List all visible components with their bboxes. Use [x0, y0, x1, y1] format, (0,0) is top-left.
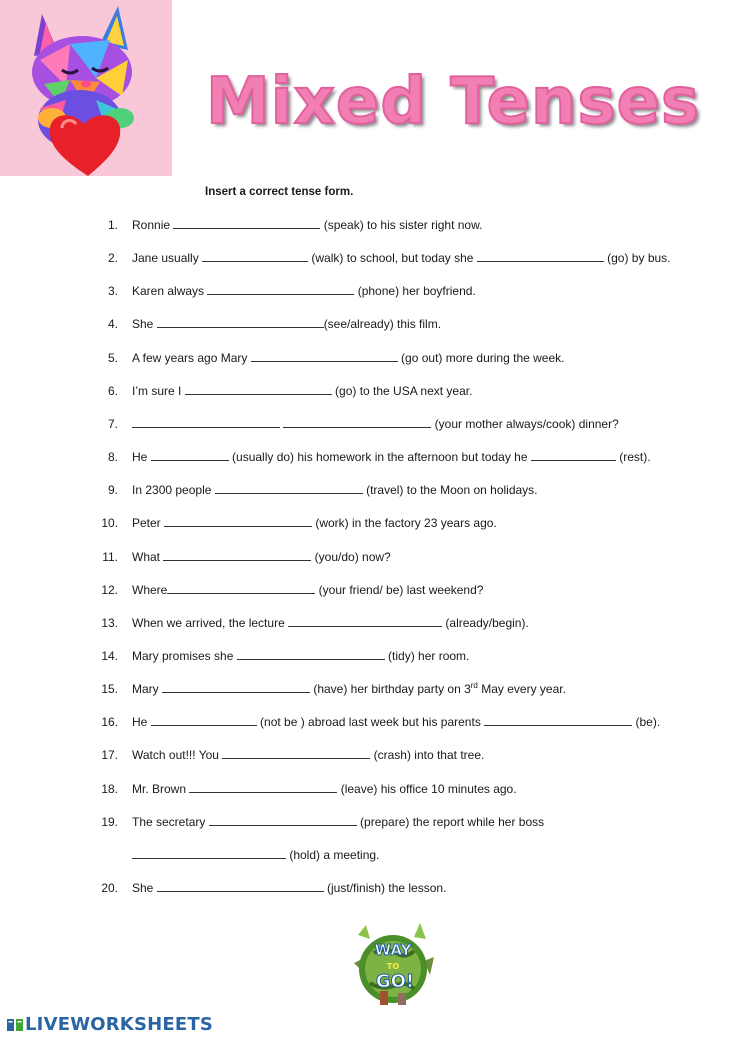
question-row	[0, 514, 735, 532]
liveworksheets-logo	[6, 1014, 213, 1036]
question-segment: (hold) a meeting.	[286, 848, 380, 862]
question-row	[0, 879, 735, 897]
instruction-text: Insert a correct tense form.	[205, 186, 354, 198]
question-text	[132, 746, 484, 764]
question-segment: Mary	[132, 682, 162, 696]
question-segment: (prepare) the report while her boss	[356, 815, 545, 829]
question-row	[0, 614, 735, 632]
question-text	[132, 548, 391, 566]
question-segment: Peter	[132, 516, 165, 530]
question-segment: I’m sure I	[132, 384, 185, 398]
question-number: 19.	[101, 815, 118, 829]
answer-blank[interactable]	[207, 283, 354, 295]
answer-blank[interactable]	[163, 549, 311, 561]
way-to-go-badge	[350, 917, 436, 1009]
question-text	[132, 647, 469, 665]
question-segment: The secretary	[132, 815, 209, 829]
question-segment: When we arrived, the lecture	[132, 616, 289, 630]
question-row	[0, 448, 735, 466]
question-row	[0, 315, 735, 333]
badge-line3: GO!	[375, 971, 415, 992]
question-number: 5.	[107, 351, 118, 365]
liveworksheets-icon	[6, 1016, 24, 1034]
question-segment: (just/finish) the lesson.	[323, 881, 447, 895]
answer-blank[interactable]	[189, 781, 337, 793]
question-row	[0, 780, 735, 798]
answer-blank[interactable]	[215, 482, 363, 494]
question-segment: (not be ) abroad last week but his parents	[256, 715, 485, 729]
answer-blank[interactable]	[288, 615, 442, 627]
question-number: 16.	[101, 715, 118, 729]
question-segment: (work) in the factory 23 years ago.	[312, 516, 497, 530]
question-text	[132, 282, 476, 300]
question-number: 6.	[107, 384, 118, 398]
question-segment: (tidy) her room.	[384, 649, 470, 663]
question-text	[132, 879, 446, 897]
question-number: 2.	[107, 251, 118, 265]
question-number: 3.	[107, 284, 118, 298]
question-segment: (go) to the USA next year.	[331, 384, 473, 398]
question-number: 14.	[101, 649, 118, 663]
answer-blank[interactable]	[251, 350, 398, 362]
question-number: 10.	[101, 516, 118, 530]
question-segment: Karen always	[132, 284, 208, 298]
question-row	[0, 282, 735, 300]
question-row	[0, 813, 735, 831]
question-segment: In 2300 people	[132, 483, 215, 497]
question-segment: (see/already) this film.	[323, 317, 442, 331]
question-number: 20.	[101, 881, 118, 895]
answer-blank[interactable]	[157, 880, 324, 892]
question-text	[132, 216, 482, 234]
question-text	[132, 415, 619, 433]
question-segment: (walk) to school, but today she	[308, 251, 477, 265]
answer-blank[interactable]	[477, 250, 604, 262]
answer-blank[interactable]	[283, 416, 431, 428]
question-segment: (your friend/ be) last weekend?	[315, 583, 484, 597]
question-number: 11.	[102, 550, 118, 564]
question-text	[132, 780, 517, 798]
answer-blank[interactable]	[151, 714, 257, 726]
question-row	[0, 216, 735, 234]
question-row	[0, 846, 735, 864]
answer-blank[interactable]	[237, 648, 385, 660]
question-row	[0, 647, 735, 665]
question-segment: (you/do) now?	[311, 550, 391, 564]
question-segment: She	[132, 317, 157, 331]
answer-blank[interactable]	[132, 416, 280, 428]
answer-blank[interactable]	[167, 582, 315, 594]
question-row	[0, 746, 735, 764]
page-title: Mixed Tenses	[206, 65, 701, 139]
globe-icon	[350, 917, 436, 1009]
question-segment: (have) her birthday party on 3	[310, 682, 471, 696]
question-segment: (speak) to his sister right now.	[320, 218, 483, 232]
question-number: 1.	[107, 218, 118, 232]
question-text	[132, 813, 544, 831]
question-segment: Mr. Brown	[132, 782, 190, 796]
answer-blank[interactable]	[173, 217, 320, 229]
question-number: 9.	[107, 483, 118, 497]
question-segment: She	[132, 881, 157, 895]
cat-illustration	[0, 0, 172, 176]
question-row	[0, 680, 735, 698]
answer-blank[interactable]	[222, 747, 370, 759]
question-number: 13.	[101, 616, 118, 630]
question-text	[132, 581, 483, 599]
question-segment: (your mother always/cook) dinner?	[431, 417, 619, 431]
answer-blank[interactable]	[185, 383, 332, 395]
question-text	[132, 448, 651, 466]
question-row	[0, 249, 735, 267]
question-segment: (go) by bus.	[603, 251, 671, 265]
answer-blank[interactable]	[209, 814, 357, 826]
logo-text: LIVEWORKSHEETS	[25, 1014, 214, 1035]
answer-blank[interactable]	[132, 847, 286, 859]
answer-blank[interactable]	[484, 714, 632, 726]
question-row	[0, 581, 735, 599]
question-text	[132, 315, 441, 333]
question-number: 18.	[101, 782, 118, 796]
answer-blank[interactable]	[164, 515, 312, 527]
question-text	[132, 514, 497, 532]
question-segment: (phone) her boyfriend.	[354, 284, 476, 298]
answer-blank[interactable]	[162, 681, 310, 693]
question-segment: He	[132, 450, 151, 464]
question-number: 7.	[107, 417, 118, 431]
question-segment: (crash) into that tree.	[370, 748, 485, 762]
question-segment: A few years ago Mary	[132, 351, 251, 365]
question-number: 15.	[101, 682, 118, 696]
question-segment: (go out) more during the week.	[397, 351, 565, 365]
question-number: 8.	[107, 450, 118, 464]
question-text	[132, 382, 472, 400]
question-segment: Ronnie	[132, 218, 174, 232]
cat-heart-icon	[0, 0, 172, 176]
question-row	[0, 713, 735, 731]
answer-blank[interactable]	[531, 449, 616, 461]
question-row	[0, 382, 735, 400]
answer-blank[interactable]	[151, 449, 229, 461]
question-row	[0, 349, 735, 367]
question-segment: (leave) his office 10 minutes ago.	[337, 782, 517, 796]
question-row	[0, 481, 735, 499]
question-text	[132, 349, 564, 367]
question-segment: What	[132, 550, 164, 564]
question-segment: Where	[132, 583, 168, 597]
question-text	[132, 680, 566, 698]
question-segment: (usually do) his homework in the afternoon but today he	[228, 450, 531, 464]
question-row	[0, 548, 735, 566]
question-number: 12.	[101, 583, 118, 597]
question-row	[0, 415, 735, 433]
badge-line1: WAY	[374, 941, 412, 959]
answer-blank[interactable]	[157, 316, 324, 328]
question-text	[132, 713, 660, 731]
question-segment: (rest).	[615, 450, 651, 464]
question-segment: May every year.	[477, 682, 566, 696]
question-segment: (already/begin).	[442, 616, 529, 630]
question-segment: Jane usually	[132, 251, 203, 265]
question-text	[132, 249, 671, 267]
question-segment: (travel) to the Moon on holidays.	[362, 483, 538, 497]
answer-blank[interactable]	[202, 250, 308, 262]
question-text	[132, 846, 379, 864]
question-number: 4.	[107, 317, 118, 331]
ordinal-suffix: rd	[470, 681, 478, 690]
question-text	[132, 614, 529, 632]
badge-line2: TO	[386, 962, 400, 971]
question-segment: Mary promises she	[132, 649, 237, 663]
question-segment: (be).	[632, 715, 661, 729]
question-segment: He	[132, 715, 151, 729]
question-segment: Watch out!!! You	[132, 748, 223, 762]
question-number: 17.	[101, 748, 118, 762]
question-text	[132, 481, 538, 499]
